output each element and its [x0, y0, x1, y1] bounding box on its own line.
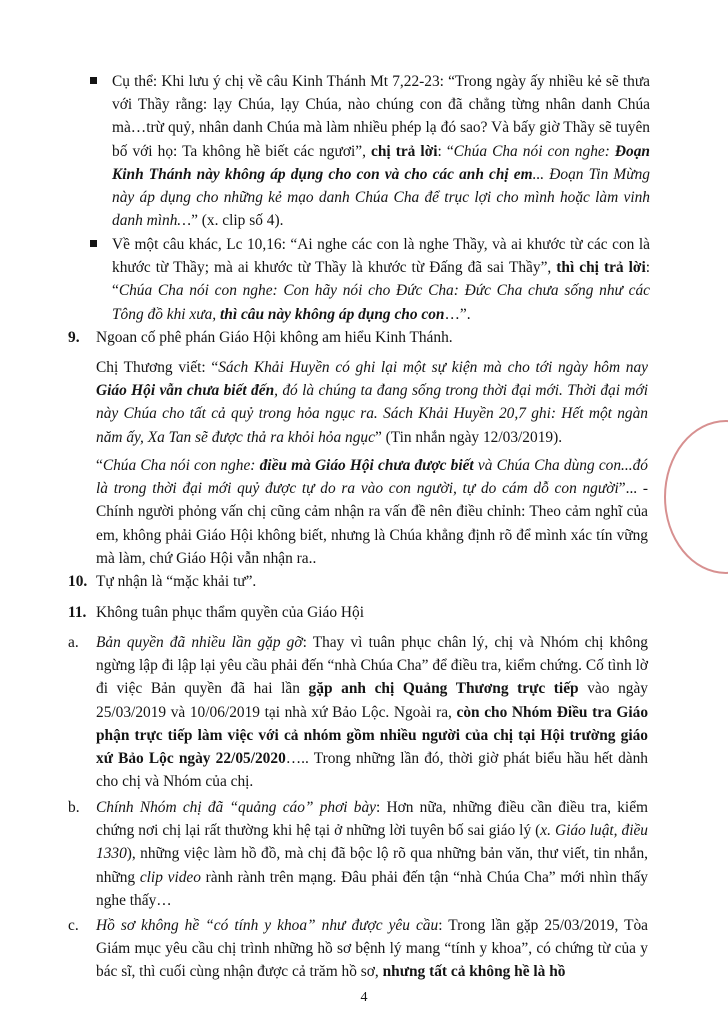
item-a-label: a.: [68, 634, 79, 651]
bullet-square-icon: [90, 240, 97, 247]
section-9-paragraph-1: Chị Thương viết: “Sách Khải Huyền có ghi lại một sự kiện mà cho tới ngày hôm nay Giáo Hội vẫn chưa biết đến, đó là chúng ta đang sống trong thời đại mới. Thời đại mới này Chúa cho tất cả quỷ trong hỏa ngục ra. Sách Khải Huyền 20,7 ghi: Hết một ngàn năm ấy, Xa Tan sẽ được thả ra khỏi hỏa ngục” (Tin nhắn ngày 12/03/2019).: [96, 359, 649, 446]
stamp-seal-icon: [664, 420, 728, 574]
section-11-heading: Không tuân phục thẩm quyền của Giáo Hội: [96, 604, 364, 621]
section-10-heading: Tự nhận là “mặc khải tư”.: [96, 573, 257, 590]
item-b-text: Chính Nhóm chị đã “quảng cáo” phơi bày: Hơn nữa, những điều cần điều tra, kiểm chứng nơi chị lại rất thường khi hệ tại ở những lời tuyên bố sai giáo lý (x. Giáo luật, điều 1330), những việc làm hồ đồ, mà chị đã bộc lộ rõ qua những bản văn, thư viết, tin nhắn, những clip video rành rành trên mạng. Đâu phải đến tận “nhà Chúa Cha” mới nhìn thấy nghe thấy…: [96, 799, 649, 909]
section-9-heading: Ngoan cố phê phán Giáo Hội không am hiểu Kinh Thánh.: [96, 329, 453, 346]
bullet-text: Về một câu khác, Lc 10,16: “Ai nghe các con là nghe Thầy, và ai khước từ các con là khước từ Thầy; mà ai khước từ Thầy là khước từ Đấng đã sai Thầy”, thì chị trả lời: “Chúa Cha nói con nghe: Con hãy nói cho Đức Cha: Đức Cha chưa sống như các Tông đồ khi xưa, thì câu này không áp dụng cho con…”.: [112, 236, 651, 323]
bullet-square-icon: [90, 77, 97, 84]
bullet-item-1: [90, 70, 650, 232]
section-9-number: 9.: [68, 329, 80, 346]
section-10-number: 10.: [68, 573, 88, 590]
section-11-number: 11.: [68, 604, 87, 621]
section-9-paragraph-2: “Chúa Cha nói con nghe: điều mà Giáo Hội chưa được biết và Chúa Cha dùng con...đó là trong thời đại mới quỷ được tự do ra vào con người, tự do cám dỗ con người”... - Chính người phỏng vấn chị cũng cảm nhận ra vấn đề nên điều chỉnh: Theo cảm nghĩ của em, không phải Giáo Hội không biết, nhưng là Chúa khẳng định rõ để mình xác tín vững mà làm, chứ Giáo Hội vẫn nhận ra..: [96, 457, 648, 567]
item-c-label: c.: [68, 917, 79, 934]
bullet-item-2: [90, 233, 650, 326]
bullet-text: Cụ thể: Khi lưu ý chị về câu Kinh Thánh Mt 7,22-23: “Trong ngày ấy nhiều kẻ sẽ thưa với Thầy rằng: lạy Chúa, lạy Chúa, nào chúng con đã chẳng từng nhân danh Chúa mà…trừ quỷ, nhân danh Chúa mà làm nhiều phép lạ đó sao? Và bấy giờ Thầy sẽ tuyên bố với họ: Ta không hề biết các ngươi”, chị trả lời: “Chúa Cha nói con nghe: Đoạn Kinh Thánh này không áp dụng cho con và cho các anh chị em... Đoạn Tin Mừng này áp dụng cho những kẻ mạo danh Chúa Cha để trục lợi cho mình hoặc làm vinh danh mình…” (x. clip số 4).: [112, 73, 650, 230]
page-number: 4: [360, 990, 368, 1005]
item-b-label: b.: [68, 799, 80, 816]
item-a-text: Bản quyền đã nhiều lần gặp gỡ: Thay vì tuân phục chân lý, chị và Nhóm chị không ngừng lập đi lập lại yêu cầu phải đến “nhà Chúa Cha” để điều tra, kiểm chứng. Cố tình lờ đi việc Bản quyền đã hai lần gặp anh chị Quảng Thương trực tiếp vào ngày 25/03/2019 và 10/06/2019 tại nhà xứ Bảo Lộc. Ngoài ra, còn cho Nhóm Điều tra Giáo phận trực tiếp làm việc với cả nhóm gồm nhiều người của chị tại Hội trường giáo xứ Bảo Lộc ngày 22/05/2020….. Trong những lần đó, thời giờ phát biểu hầu hết dành cho chị và Nhóm của chị.: [96, 634, 649, 791]
item-c-text: Hồ sơ không hề “có tính y khoa” như được yêu cầu: Trong lần gặp 25/03/2019, Tòa Giám mục yêu cầu chị trình những hồ sơ bệnh lý mang “tính y khoa”, có chứng từ của y bác sĩ, thì cuối cùng nhận được cả trăm hồ sơ, nhưng tất cả không hề là hồ: [96, 917, 649, 981]
